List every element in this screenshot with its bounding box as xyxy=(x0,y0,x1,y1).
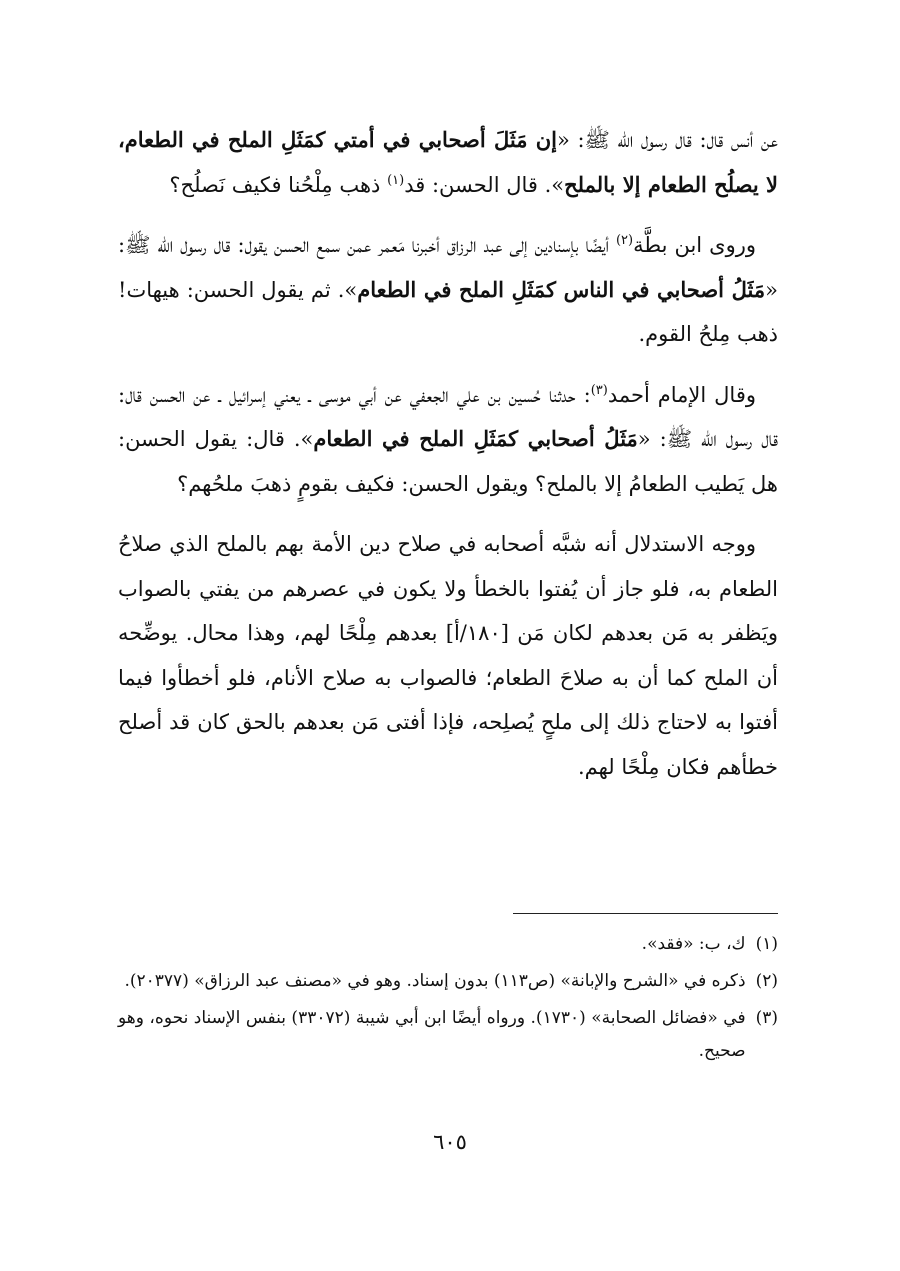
footnote-divider xyxy=(513,913,778,914)
footnote-ref: (٢) xyxy=(615,233,634,248)
footnote-number: (١) xyxy=(755,934,778,954)
page-number: ٦٠٥ xyxy=(433,1130,467,1154)
text-run: ». قال: يقول الحسن: هل يَطيب الطعامُ إلا بالملح؟ ويقول الحسن: فكيف بقومٍ ذهبَ ملحُهم؟ xyxy=(118,427,778,496)
paragraph-2 xyxy=(118,223,778,357)
text-run: وروى ابن بطَّة xyxy=(633,233,756,257)
text-run: : حدثنا حُسين بن علي الجعفي عن أبي موسى ـ يعني إسرائيل ـ عن الحسن قال: قال رسول الله ﷺ: « xyxy=(118,382,778,451)
footnote-2 xyxy=(118,965,778,998)
footnote-ref: (١) xyxy=(387,172,405,188)
footnotes xyxy=(118,928,778,1072)
footnote-number: (٢) xyxy=(755,971,778,991)
paragraph-4 xyxy=(118,522,778,789)
footnote-3 xyxy=(118,1002,778,1068)
text-run: ووجه الاستدلال أنه شبَّه أصحابه في صلاح دين الأمة بهم بالملح الذي صلاحُ الطعام به، فلو جاز أن يُفتوا بالخطأ ولا يكون في عصرهم من يفتي بالصواب ويَظفر به مَن بعدهم لكان مَن [١٨٠/أ] بعدهم مِلْحًا لهم، وهذا محال. يوضِّحه أن الملح كما أن به صلاحَ الطعام؛ فالصواب به صلاح الأنام، فلو أخطأوا فيما أفتوا به لاحتاج ذلك إلى ملحٍ يُصلِحه، فإذا أفتى مَن بعدهم بالحق كان قد أصلح خطأهم فكان مِلْحًا لهم. xyxy=(118,532,778,779)
hadith-quote: مَثَلُ أصحابي كمَثَلِ الملح في الطعام xyxy=(313,426,638,451)
footnote-1 xyxy=(118,928,778,961)
footnote-text: ذكره في «الشرح والإبانة» (ص١١٣) بدون إسناد. وهو في «مصنف عبد الرزاق» (٢٠٣٧٧). xyxy=(124,971,746,991)
paragraph-1 xyxy=(118,118,778,207)
hadith-quote: مَثَلُ أصحابي في الناس كمَثَلِ الملح في الطعام xyxy=(357,276,766,302)
footnote-ref: (٣) xyxy=(590,382,608,398)
text-run: ». قال الحسن: قد xyxy=(404,172,565,197)
text-run: عن أنس قال: قال رسول الله ﷺ: « xyxy=(556,128,778,152)
main-text xyxy=(118,118,778,805)
footnote-text: ك، ب: «فقد». xyxy=(641,934,746,954)
text-run: ». ثم يقول الحسن: هيهات! ذهب مِلحُ القوم. xyxy=(118,277,778,346)
text-run: وقال الإمام أحمد xyxy=(607,382,756,407)
paragraph-3 xyxy=(118,373,778,507)
footnote-number: (٣) xyxy=(755,1008,778,1028)
text-run: ذهب مِلْحُنا فكيف نَصلُح؟ xyxy=(169,172,388,197)
text-run: أيضًا بإسنادين إلى عبد الرزاق أخبرنا مَعمر عمن سمع الحسن يقول: قال رسول الله ﷺ: « xyxy=(118,233,778,302)
hadith-quote: إن مَثَلَ أصحابي في أمتي كمَثَلِ الملح في الطعام، لا يصلُح الطعام إلا بالملح xyxy=(118,127,778,197)
footnote-text: في «فضائل الصحابة» (١٧٣٠). ورواه أيضًا ابن أبي شيبة (٣٣٠٧٢) بنفس الإسناد نحوه، وهو صحيح. xyxy=(118,1008,746,1061)
